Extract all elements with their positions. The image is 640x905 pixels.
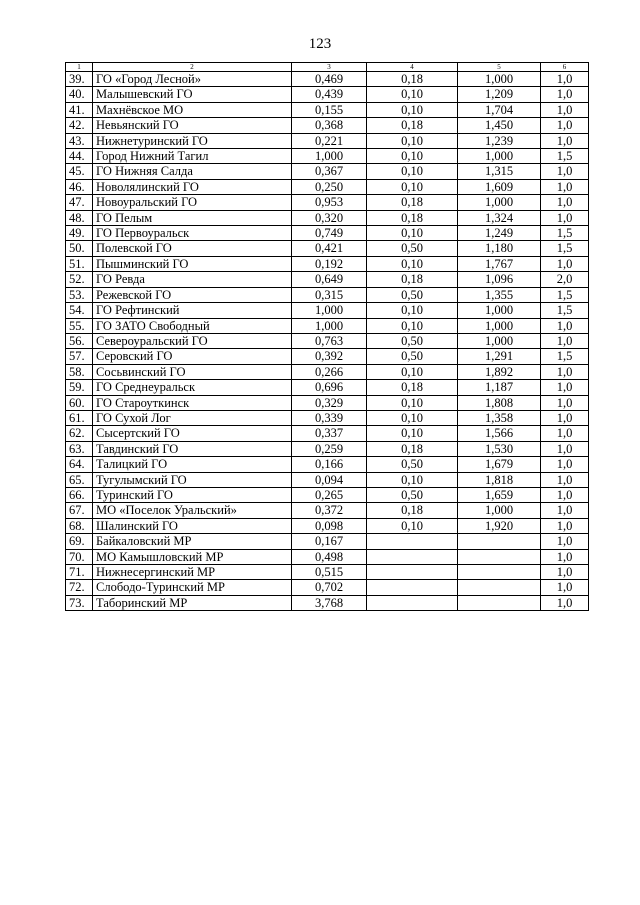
row-number: 67. [66,503,93,518]
row-number: 53. [66,287,93,302]
column-header: 5 [458,63,541,72]
municipality-name: Тугулымский ГО [93,472,292,487]
value-col5: 1,249 [458,226,541,241]
value-col4: 0,10 [367,318,458,333]
value-col4: 0,10 [367,364,458,379]
municipality-name: Шалинский ГО [93,518,292,533]
table-row [66,241,589,256]
table-row [66,595,589,610]
value-col5: 1,808 [458,395,541,410]
value-col3: 0,266 [292,364,367,379]
value-col3: 0,439 [292,87,367,102]
table-row [66,565,589,580]
value-col4: 0,10 [367,149,458,164]
table-row [66,580,589,595]
table-row [66,195,589,210]
row-number: 56. [66,333,93,348]
table-row [66,149,589,164]
value-col3: 0,367 [292,164,367,179]
value-col3: 0,372 [292,503,367,518]
row-number: 51. [66,256,93,271]
value-col3: 0,250 [292,179,367,194]
value-col5: 1,920 [458,518,541,533]
table-row [66,349,589,364]
municipality-name: Полевской ГО [93,241,292,256]
value-col4: 0,10 [367,472,458,487]
municipality-name: ГО «Город Лесной» [93,72,292,87]
value-col3: 0,155 [292,102,367,117]
value-col4: 0,18 [367,118,458,133]
value-col4: 0,10 [367,256,458,271]
row-number: 71. [66,565,93,580]
column-header: 2 [93,63,292,72]
column-number-row [66,63,589,72]
municipality-name: ГО Пелым [93,210,292,225]
row-number: 69. [66,534,93,549]
municipality-name: Новоуральский ГО [93,195,292,210]
value-col6: 1,5 [541,241,589,256]
value-col5: 1,187 [458,380,541,395]
column-header: 6 [541,63,589,72]
row-number: 45. [66,164,93,179]
value-col5: 1,096 [458,272,541,287]
value-col5 [458,549,541,564]
value-col3: 1,000 [292,318,367,333]
municipality-name: МО «Поселок Уральский» [93,503,292,518]
value-col6: 1,0 [541,256,589,271]
value-col5 [458,580,541,595]
value-col4 [367,549,458,564]
table-row [66,87,589,102]
value-col3: 0,337 [292,426,367,441]
value-col4 [367,565,458,580]
value-col6: 1,0 [541,179,589,194]
value-col6: 1,0 [541,487,589,502]
value-col6: 1,0 [541,549,589,564]
municipality-name: ГО Сухой Лог [93,410,292,425]
municipality-name: МО Камышловский МР [93,549,292,564]
value-col6: 1,0 [541,210,589,225]
table-row [66,549,589,564]
column-header: 1 [66,63,93,72]
value-col6: 1,0 [541,410,589,425]
table-row [66,410,589,425]
value-col5: 1,180 [458,241,541,256]
municipality-name: Невьянский ГО [93,118,292,133]
value-col5: 1,000 [458,149,541,164]
value-col5: 1,000 [458,318,541,333]
municipality-name: Город Нижний Тагил [93,149,292,164]
municipality-name: ГО Ревда [93,272,292,287]
row-number: 63. [66,441,93,456]
row-number: 44. [66,149,93,164]
municipality-name: Североуральский ГО [93,333,292,348]
value-col6: 1,0 [541,195,589,210]
value-col3: 3,768 [292,595,367,610]
row-number: 41. [66,102,93,117]
value-col6: 1,0 [541,441,589,456]
municipality-name: Новолялинский ГО [93,179,292,194]
municipality-name: Малышевский ГО [93,87,292,102]
row-number: 52. [66,272,93,287]
table-row [66,72,589,87]
value-col3: 0,320 [292,210,367,225]
value-col4: 0,18 [367,72,458,87]
row-number: 48. [66,210,93,225]
value-col3: 0,259 [292,441,367,456]
table-row [66,118,589,133]
value-col4: 0,10 [367,410,458,425]
value-col3: 0,192 [292,256,367,271]
municipality-name: ГО Нижняя Салда [93,164,292,179]
table-row [66,318,589,333]
row-number: 42. [66,118,93,133]
municipality-name: ГО Рефтинский [93,303,292,318]
municipality-name: Таборинский МР [93,595,292,610]
row-number: 65. [66,472,93,487]
value-col4: 0,18 [367,210,458,225]
municipality-name: Пышминский ГО [93,256,292,271]
value-col6: 1,0 [541,426,589,441]
table-row [66,256,589,271]
value-col3: 0,649 [292,272,367,287]
value-col4: 0,50 [367,487,458,502]
value-col5: 1,566 [458,426,541,441]
municipality-name: Нижнесергинский МР [93,565,292,580]
value-col4 [367,595,458,610]
value-col3: 1,000 [292,149,367,164]
value-col5: 1,000 [458,195,541,210]
value-col4 [367,580,458,595]
value-col4: 0,50 [367,457,458,472]
value-col4: 0,10 [367,426,458,441]
municipality-name: Слободо-Туринский МР [93,580,292,595]
municipality-name: Талицкий ГО [93,457,292,472]
value-col3: 0,763 [292,333,367,348]
table-row [66,426,589,441]
table-row [66,534,589,549]
value-col6: 1,0 [541,565,589,580]
row-number: 59. [66,380,93,395]
value-col6: 1,0 [541,333,589,348]
value-col5 [458,565,541,580]
value-col3: 0,702 [292,580,367,595]
municipality-name: Нижнетуринский ГО [93,133,292,148]
municipality-name: Тавдинский ГО [93,441,292,456]
value-col3: 0,498 [292,549,367,564]
value-col6: 2,0 [541,272,589,287]
value-col3: 0,696 [292,380,367,395]
row-number: 58. [66,364,93,379]
table-row [66,364,589,379]
value-col5: 1,659 [458,487,541,502]
value-col5: 1,209 [458,87,541,102]
value-col6: 1,0 [541,118,589,133]
row-number: 54. [66,303,93,318]
value-col5: 1,530 [458,441,541,456]
value-col6: 1,0 [541,164,589,179]
value-col4: 0,18 [367,441,458,456]
municipality-name: ГО ЗАТО Свободный [93,318,292,333]
value-col3: 0,167 [292,534,367,549]
row-number: 61. [66,410,93,425]
table-row [66,380,589,395]
table-row [66,210,589,225]
value-col6: 1,0 [541,534,589,549]
value-col4: 0,10 [367,133,458,148]
value-col4: 0,18 [367,272,458,287]
value-col5: 1,450 [458,118,541,133]
value-col3: 0,749 [292,226,367,241]
table-row [66,457,589,472]
value-col5: 1,291 [458,349,541,364]
value-col4: 0,10 [367,87,458,102]
value-col5: 1,767 [458,256,541,271]
value-col6: 1,0 [541,595,589,610]
municipality-name: Режевской ГО [93,287,292,302]
value-col5: 1,000 [458,303,541,318]
value-col6: 1,0 [541,518,589,533]
value-col6: 1,0 [541,472,589,487]
value-col3: 0,329 [292,395,367,410]
row-number: 46. [66,179,93,194]
value-col3: 0,094 [292,472,367,487]
value-col6: 1,0 [541,318,589,333]
value-col6: 1,0 [541,72,589,87]
value-col4: 0,50 [367,241,458,256]
value-col4: 0,18 [367,503,458,518]
value-col6: 1,0 [541,102,589,117]
municipality-name: ГО Староуткинск [93,395,292,410]
value-col4: 0,50 [367,287,458,302]
value-col6: 1,0 [541,395,589,410]
value-col4: 0,18 [367,380,458,395]
row-number: 39. [66,72,93,87]
value-col4: 0,18 [367,195,458,210]
value-col3: 0,098 [292,518,367,533]
value-col3: 0,339 [292,410,367,425]
value-col6: 1,0 [541,364,589,379]
municipality-name: Туринский ГО [93,487,292,502]
table-row [66,503,589,518]
table-row [66,395,589,410]
value-col6: 1,5 [541,303,589,318]
municipality-name: Сосьвинский ГО [93,364,292,379]
value-col5: 1,000 [458,333,541,348]
table-row [66,164,589,179]
row-number: 66. [66,487,93,502]
table-row [66,179,589,194]
row-number: 62. [66,426,93,441]
row-number: 55. [66,318,93,333]
row-number: 40. [66,87,93,102]
municipality-name: Серовский ГО [93,349,292,364]
row-number: 50. [66,241,93,256]
value-col5: 1,239 [458,133,541,148]
municipality-name: Сысертский ГО [93,426,292,441]
value-col3: 1,000 [292,303,367,318]
table-row [66,333,589,348]
value-col5: 1,358 [458,410,541,425]
value-col3: 0,953 [292,195,367,210]
value-col4: 0,10 [367,179,458,194]
value-col5: 1,355 [458,287,541,302]
value-col5: 1,892 [458,364,541,379]
value-col4: 0,10 [367,395,458,410]
table-row [66,226,589,241]
value-col4: 0,10 [367,164,458,179]
municipality-name: ГО Первоуральск [93,226,292,241]
table-row [66,518,589,533]
page-number: 123 [308,36,332,52]
value-col5 [458,595,541,610]
table-row [66,102,589,117]
value-col3: 0,166 [292,457,367,472]
row-number: 47. [66,195,93,210]
column-header: 4 [367,63,458,72]
value-col4: 0,10 [367,303,458,318]
value-col6: 1,5 [541,287,589,302]
table-row [66,487,589,502]
value-col6: 1,5 [541,149,589,164]
coefficients-table [65,62,589,611]
value-col5: 1,315 [458,164,541,179]
value-col6: 1,0 [541,87,589,102]
municipality-name: Махнёвское МО [93,102,292,117]
row-number: 64. [66,457,93,472]
value-col6: 1,0 [541,133,589,148]
value-col3: 0,392 [292,349,367,364]
value-col3: 0,265 [292,487,367,502]
value-col5: 1,609 [458,179,541,194]
table-row [66,133,589,148]
value-col4: 0,10 [367,102,458,117]
value-col5: 1,324 [458,210,541,225]
value-col4: 0,10 [367,226,458,241]
row-number: 60. [66,395,93,410]
value-col5: 1,704 [458,102,541,117]
value-col4: 0,10 [367,518,458,533]
table-body [66,72,589,611]
value-col5: 1,818 [458,472,541,487]
table-row [66,272,589,287]
row-number: 72. [66,580,93,595]
row-number: 70. [66,549,93,564]
value-col3: 0,315 [292,287,367,302]
value-col6: 1,0 [541,380,589,395]
value-col3: 0,221 [292,133,367,148]
row-number: 43. [66,133,93,148]
value-col4 [367,534,458,549]
table-row [66,472,589,487]
value-col6: 1,0 [541,457,589,472]
table-row [66,441,589,456]
value-col6: 1,5 [541,226,589,241]
value-col6: 1,0 [541,503,589,518]
row-number: 57. [66,349,93,364]
row-number: 68. [66,518,93,533]
value-col5: 1,000 [458,72,541,87]
table-row [66,303,589,318]
value-col6: 1,0 [541,580,589,595]
value-col6: 1,5 [541,349,589,364]
row-number: 49. [66,226,93,241]
value-col5: 1,679 [458,457,541,472]
table-row [66,287,589,302]
municipality-name: Байкаловский МР [93,534,292,549]
value-col3: 0,421 [292,241,367,256]
value-col5: 1,000 [458,503,541,518]
value-col3: 0,469 [292,72,367,87]
value-col4: 0,50 [367,333,458,348]
value-col5 [458,534,541,549]
column-header: 3 [292,63,367,72]
value-col4: 0,50 [367,349,458,364]
row-number: 73. [66,595,93,610]
value-col3: 0,368 [292,118,367,133]
municipality-name: ГО Среднеуральск [93,380,292,395]
value-col3: 0,515 [292,565,367,580]
